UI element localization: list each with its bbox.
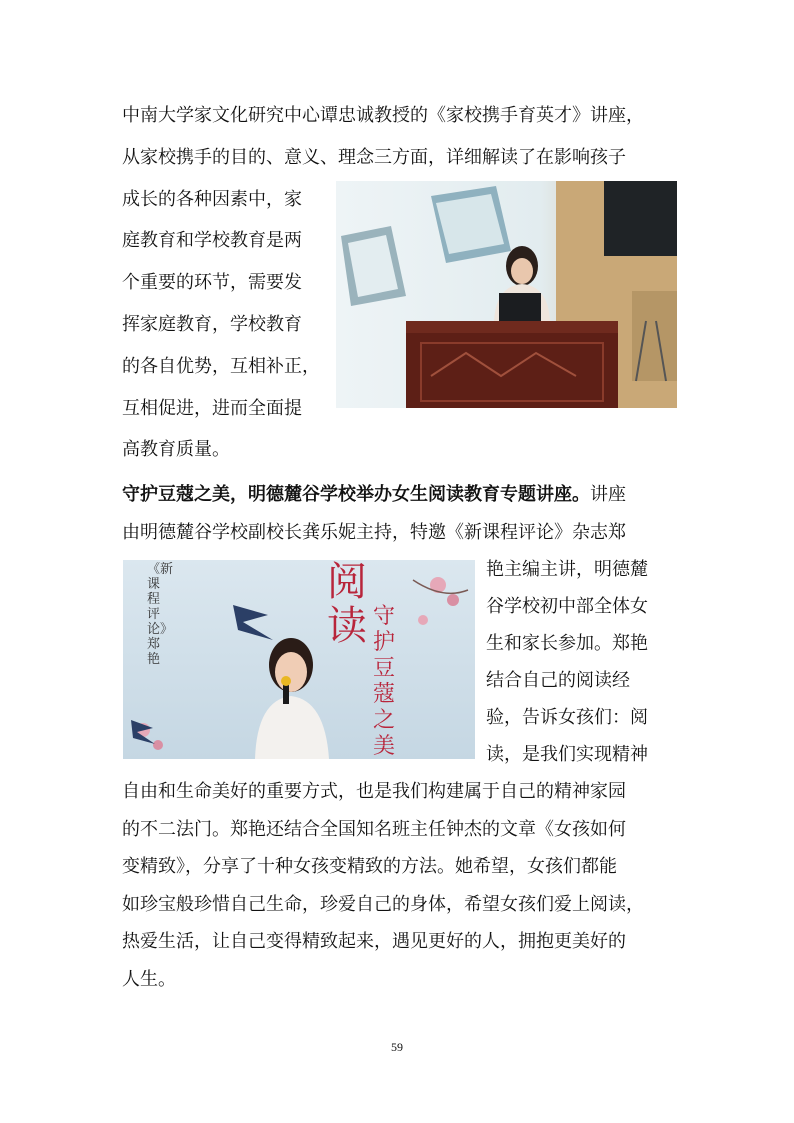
para2-line-8: 读，是我们实现精神 [486, 744, 648, 765]
para2-line-10: 的不二法门。郑艳还结合全国知名班主任钟杰的文章《女孩如何 [122, 819, 626, 840]
lecture-photo-image [336, 181, 677, 408]
reading-lecture-background [123, 560, 475, 759]
banner-side-text: 《新课程评论》郑艳 [147, 562, 174, 667]
para1-line-2: 从家校携手的目的、意义、理念三方面，详细解读了在影响孩子 [122, 147, 626, 168]
para2-line-12: 如珍宝般珍惜自己生命，珍爱自己的身体，希望女孩们爱上阅读， [122, 894, 644, 915]
banner-title-char-1: 阅 [327, 560, 367, 605]
para1-line-6: 挥家庭教育，学校教育 [122, 314, 302, 335]
para1-line-7: 的各自优势，互相补正， [122, 356, 320, 377]
reading-lecture-photo [123, 560, 475, 759]
para2-line-6: 结合自己的阅读经 [486, 670, 630, 691]
banner-subtitle: 守护豆蔻之美 [373, 604, 396, 759]
para1-line-3: 成长的各种因素中，家 [122, 189, 302, 210]
para2-line-9: 自由和生命美好的重要方式，也是我们构建属于自己的精神家园 [122, 781, 626, 802]
para1-line-1: 中南大学家文化研究中心谭忠诚教授的《家校携手育英才》讲座， [122, 105, 644, 126]
para2-line-2: 由明德麓谷学校副校长龚乐妮主持，特邀《新课程评论》杂志郑 [122, 522, 626, 543]
page-number: 59 [391, 1040, 403, 1054]
para1-line-8: 互相促进，进而全面提 [122, 398, 302, 419]
para2-line-1-tail: 讲座 [590, 484, 626, 505]
para2-line-14: 人生。 [122, 969, 176, 990]
section-heading: 守护豆蔻之美，明德麓谷学校举办女生阅读教育专题讲座。 [122, 484, 590, 505]
para2-line-5: 生和家长参加。郑艳 [486, 633, 648, 654]
para2-line-13: 热爱生活，让自己变得精致起来，遇见更好的人，拥抱更美好的 [122, 931, 626, 952]
para1-line-4: 庭教育和学校教育是两 [122, 230, 302, 251]
banner-title-char-2: 读 [327, 603, 367, 649]
lecture-photo [336, 181, 677, 408]
para2-line-7: 验，告诉女孩们：阅 [486, 707, 648, 728]
para2-line-3: 艳主编主讲，明德麓 [486, 559, 648, 580]
para2-line-11: 变精致》，分享了十种女孩变精致的方法。她希望，女孩们都能 [122, 856, 617, 877]
para1-line-5: 个重要的环节，需要发 [122, 272, 302, 293]
para2-line-1 [122, 480, 626, 510]
para1-line-9: 高教育质量。 [122, 439, 230, 460]
para2-line-4: 谷学校初中部全体女 [486, 596, 648, 617]
